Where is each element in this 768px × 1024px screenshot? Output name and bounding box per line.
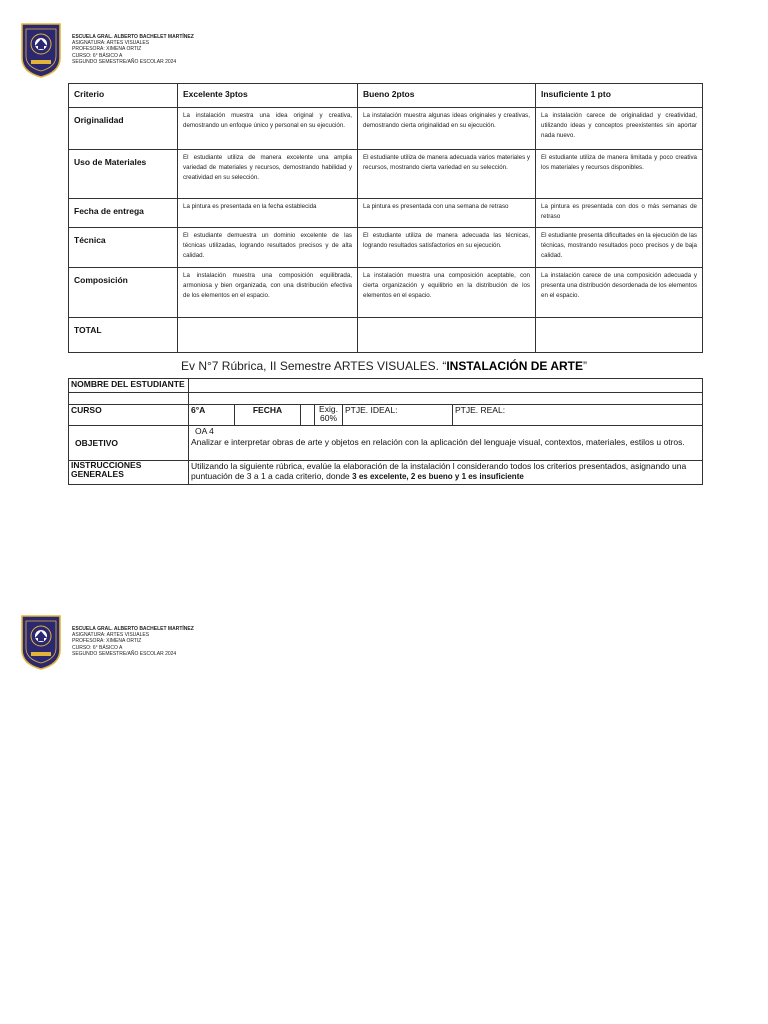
course-line: CURSO: 6° BÁSICO A <box>72 644 123 651</box>
instructions-scale: 3 es excelente, 2 es bueno y 1 es insuficiente <box>352 472 524 481</box>
table-row <box>69 108 703 150</box>
header-insufficient: Insuficiente 1 pto <box>536 84 703 108</box>
student-name-label: NOMBRE DEL ESTUDIANTE <box>69 379 189 393</box>
objective-text: Analizar e interpretar obras de arte y objetos en relación con la aplicación del lenguaje visual, contextos, materiales, estilos u otros. <box>191 437 685 447</box>
criterion-originalidad: Originalidad <box>69 108 178 150</box>
real-score-label: PTJE. REAL: <box>453 405 703 426</box>
total-row <box>69 318 703 353</box>
school-info <box>72 626 194 657</box>
date-label: FECHA <box>235 405 301 426</box>
objective-code: OA 4 <box>195 426 214 436</box>
cell-insufficient: La instalación carece de una composición adecuada y presenta una distribución desordenada de los elementos en el espacio. <box>536 268 703 318</box>
student-name-field-2[interactable] <box>189 393 703 405</box>
exig-label: Exig. 60% <box>315 405 343 426</box>
rubric-header-row <box>69 84 703 108</box>
criterion-composicion: Composición <box>69 268 178 318</box>
total-excellent-cell[interactable] <box>178 318 358 353</box>
criterion-tecnica: Técnica <box>69 228 178 268</box>
cell-good: El estudiante utiliza de manera adecuada las técnicas, logrando resultados satisfactorios en su ejecución. <box>358 228 536 268</box>
cell-good: La pintura es presentada con una semana de retraso <box>358 199 536 228</box>
instructions-label: INSTRUCCIONES GENERALES <box>69 461 189 485</box>
title-prefix: Ev N°7 Rúbrica, II Semestre ARTES VISUALES. “ <box>180 359 447 373</box>
objective-label: OBJETIVO <box>69 426 189 461</box>
cell-good: El estudiante utiliza de manera adecuada varios materiales y recursos, mostrando cierta variedad en su selección. <box>358 150 536 199</box>
table-row <box>69 228 703 268</box>
document-header-repeat <box>20 614 194 670</box>
teacher-line: PROFESORA: XIMENA ORTIZ <box>72 46 142 53</box>
date-field[interactable] <box>301 405 315 426</box>
subject-line: ASIGNATURA: ARTES VISUALES <box>72 632 150 639</box>
cell-insufficient: La pintura es presentada con dos o más semanas de retraso <box>536 199 703 228</box>
school-name: ESCUELA GRAL. ALBERTO BACHELET MARTÍNEZ <box>72 626 194 632</box>
title-bold: INSTALACIÓN DE ARTE <box>446 359 583 373</box>
school-name: ESCUELA GRAL. ALBERTO BACHELET MARTÍNEZ <box>72 34 194 40</box>
criterion-uso-de-materiales: Uso de Materiales <box>69 150 178 199</box>
evaluation-title <box>0 359 768 373</box>
cell-excellent: El estudiante utiliza de manera excelente una amplia variedad de materiales y recursos, demostrando habilidad y creatividad en su selección. <box>178 150 358 199</box>
total-label: TOTAL <box>69 318 178 353</box>
criterion-fecha-de-entrega: Fecha de entrega <box>69 199 178 228</box>
rubric-table <box>68 83 703 353</box>
instructions-text: Utilizando la siguiente rúbrica, evalúe la elaboración de la instalación l considerando todos los criterios presentados, asignando una puntuación de 3 a 1 a cada criterio, donde <box>191 461 687 481</box>
student-name-field[interactable] <box>189 379 703 393</box>
school-info <box>72 34 194 65</box>
blank-cell <box>69 393 189 405</box>
cell-insufficient: El estudiante utiliza de manera limitada y poco creativa los materiales y recursos disponibles. <box>536 150 703 199</box>
teacher-line: PROFESORA: XIMENA ORTIZ <box>72 638 142 645</box>
title-suffix: ” <box>583 359 587 373</box>
cell-good: La instalación muestra una composición aceptable, con cierta organización y equilibrio en la distribución de los elementos en el espacio. <box>358 268 536 318</box>
course-line: CURSO: 6° BÁSICO A <box>72 52 123 59</box>
cell-excellent: El estudiante demuestra un dominio excelente de las técnicas utilizadas, logrando resultados precisos y de alta calidad. <box>178 228 358 268</box>
course-label: CURSO <box>69 405 189 426</box>
course-value: 6°A <box>189 405 235 426</box>
table-row <box>69 268 703 318</box>
header-good: Bueno 2ptos <box>358 84 536 108</box>
cell-insufficient: La instalación carece de originalidad y creatividad, utilizando ideas y conceptos preexistentes sin aportar nada nuevo. <box>536 108 703 150</box>
student-info-table <box>68 378 703 485</box>
table-row <box>69 199 703 228</box>
header-criterion: Criterio <box>69 84 178 108</box>
cell-excellent: La instalación muestra una composición equilibrada, armoniosa y bien organizada, con una distribución efectiva de los elementos en el espacio. <box>178 268 358 318</box>
ideal-score-label: PTJE. IDEAL: <box>343 405 453 426</box>
cell-excellent: La pintura es presentada en la fecha establecida <box>178 199 358 228</box>
school-crest-icon <box>20 614 62 670</box>
school-crest-icon <box>20 22 62 78</box>
total-insufficient-cell[interactable] <box>536 318 703 353</box>
cell-good: La instalación muestra algunas ideas originales y creativas, demostrando cierta originalidad en su ejecución. <box>358 108 536 150</box>
document-header <box>20 22 194 78</box>
cell-insufficient: El estudiante presenta dificultades en la ejecución de las técnicas, mostrando resultados poco precisos y de baja calidad. <box>536 228 703 268</box>
cell-excellent: La instalación muestra una idea original y creativa, demostrando un enfoque único y personal en su ejecución. <box>178 108 358 150</box>
table-row <box>69 150 703 199</box>
semester-line: SEGUNDO SEMESTRE/AÑO ESCOLAR 2024 <box>72 58 177 65</box>
instructions-cell <box>189 461 703 485</box>
subject-line: ASIGNATURA: ARTES VISUALES <box>72 40 150 47</box>
semester-line: SEGUNDO SEMESTRE/AÑO ESCOLAR 2024 <box>72 650 177 657</box>
objective-cell <box>189 426 703 461</box>
total-good-cell[interactable] <box>358 318 536 353</box>
header-excellent: Excelente 3ptos <box>178 84 358 108</box>
